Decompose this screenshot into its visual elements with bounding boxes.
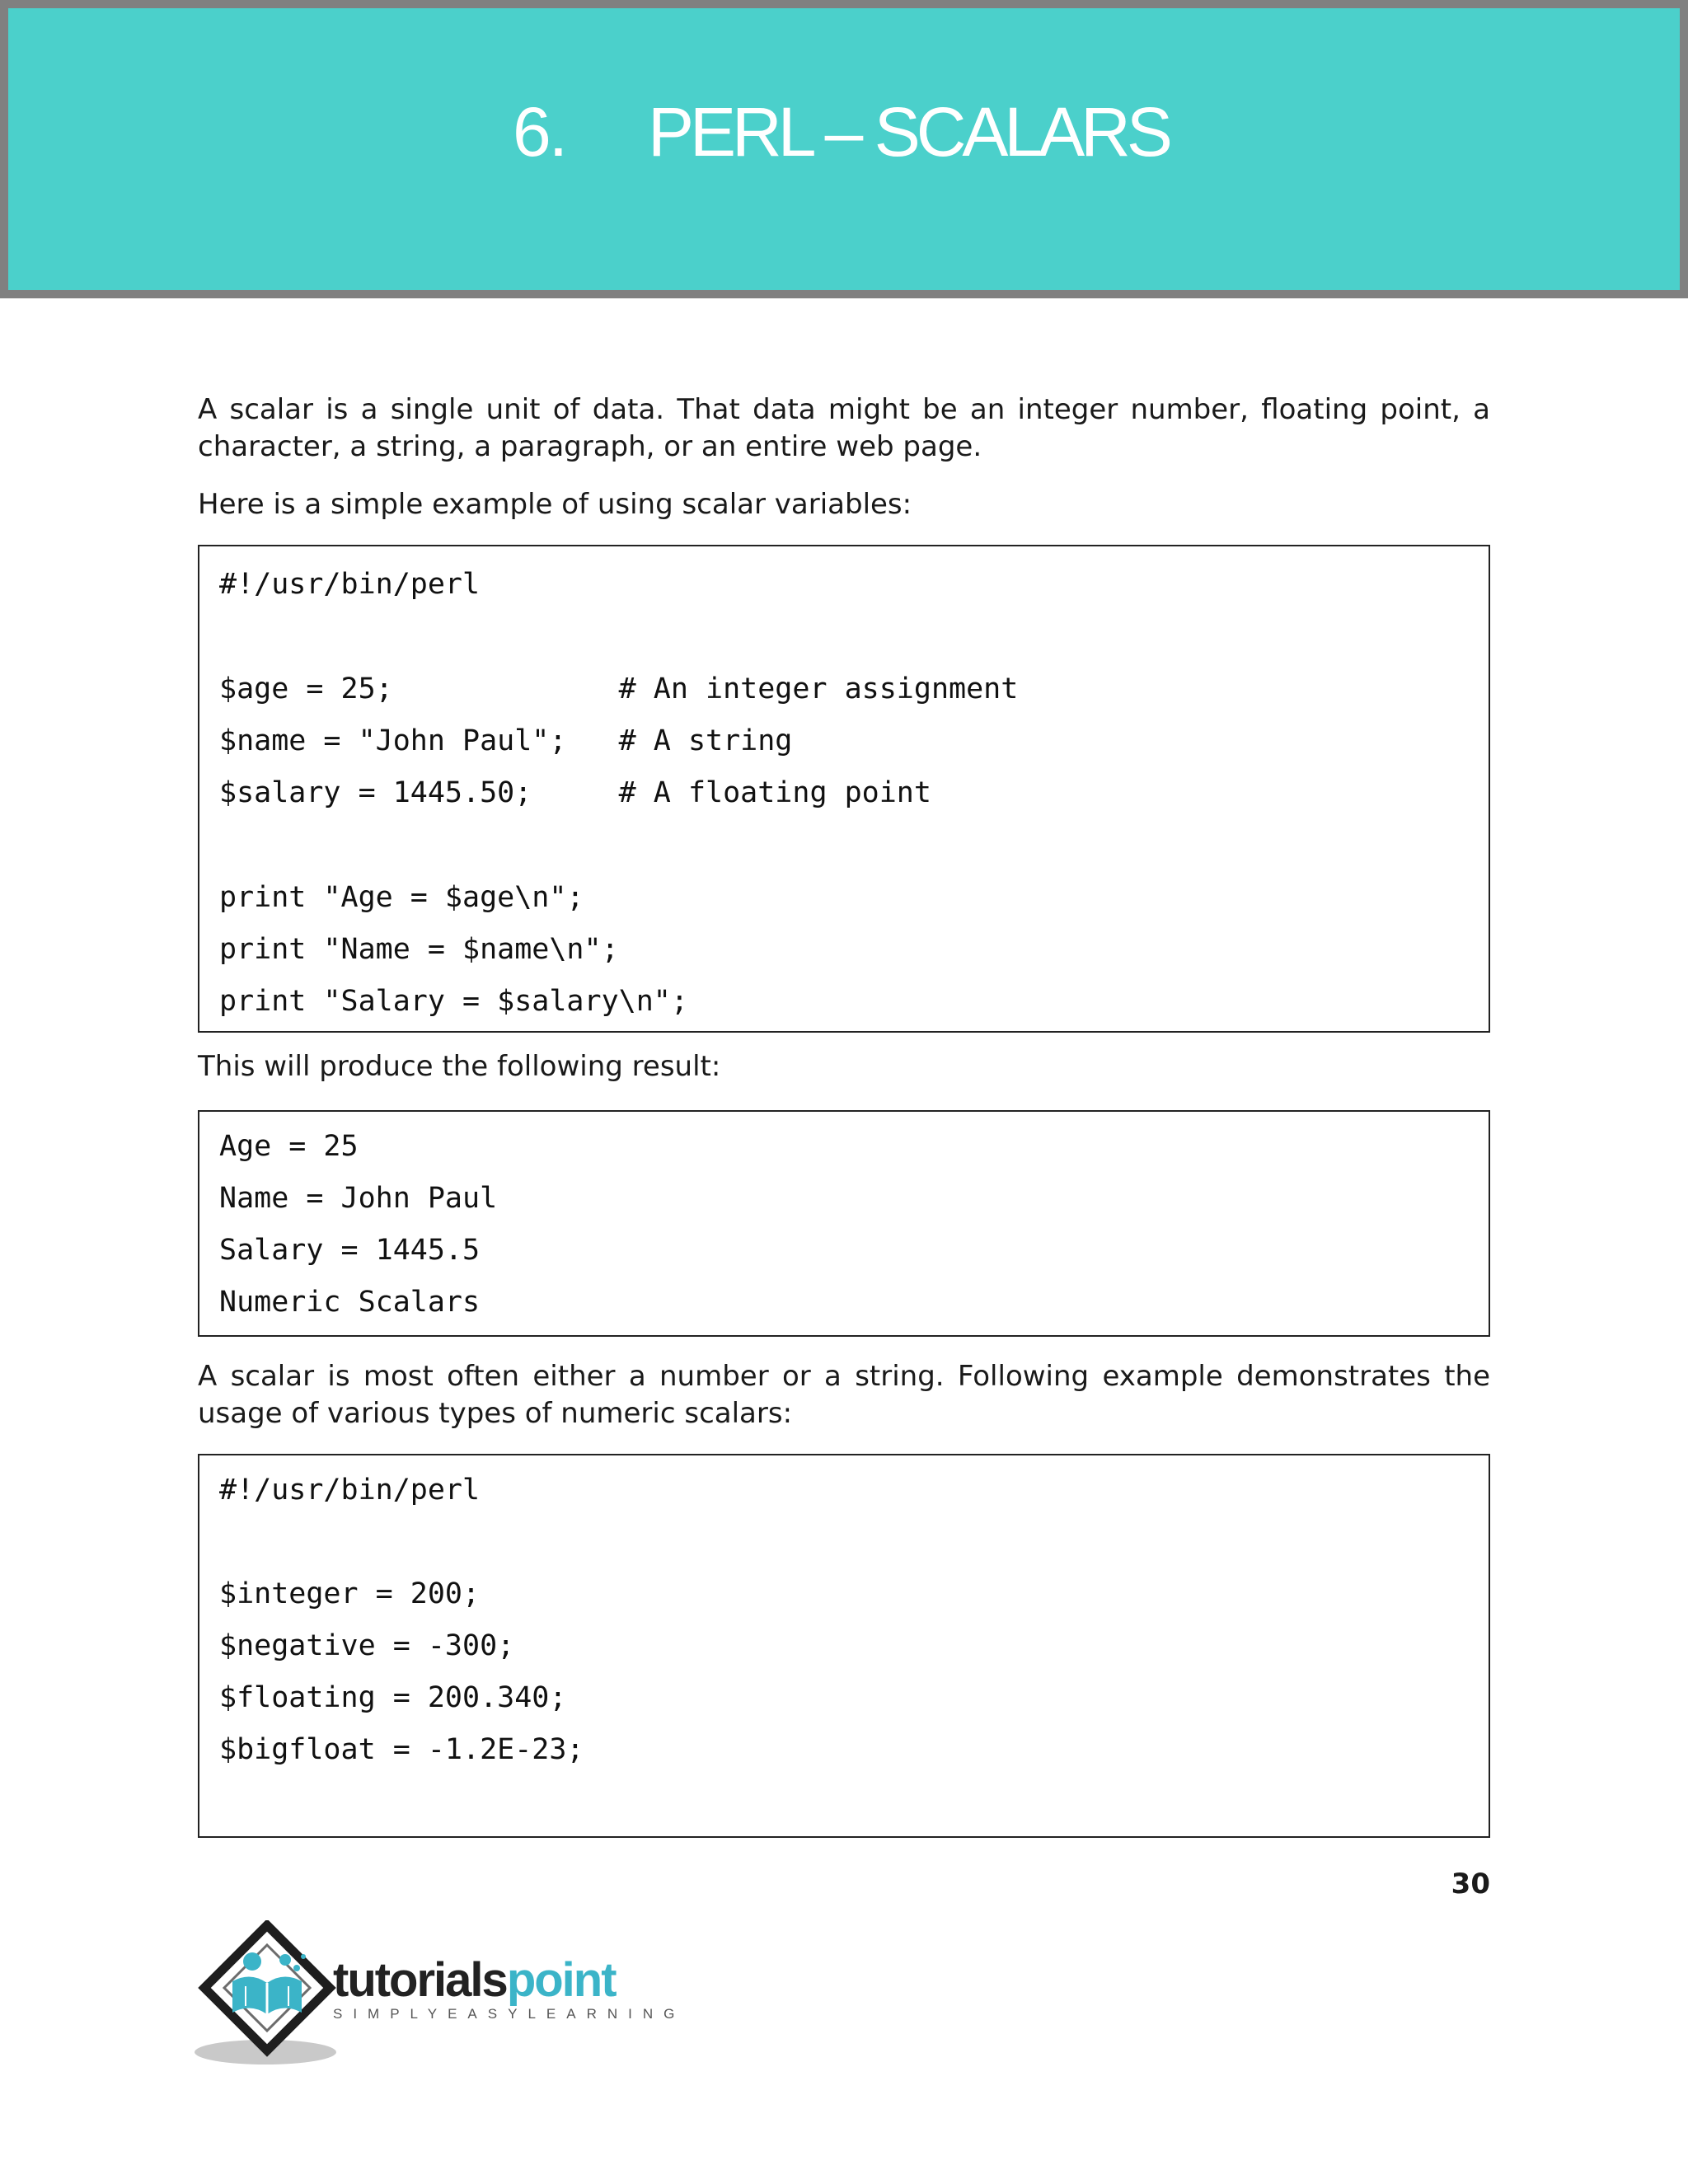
result-intro: This will produce the following result: <box>198 1050 721 1083</box>
code-line: $negative = -300; <box>219 1629 515 1662</box>
logo-wordmark <box>333 1953 616 2007</box>
page-content <box>198 391 1490 1838</box>
code-line: $age = 25; # An integer assignment <box>219 673 1019 705</box>
output-line: Age = 25 <box>219 1130 359 1163</box>
code-blank-line <box>219 611 1469 663</box>
output-line: Name = John Paul <box>219 1182 498 1215</box>
code-line: $floating = 200.340; <box>219 1681 567 1714</box>
example-intro: Here is a simple example of using scalar variables: <box>198 488 912 521</box>
output-line: Salary = 1445.5 <box>219 1234 481 1267</box>
code-line: $name = "John Paul"; # A string <box>219 724 793 757</box>
code-block-scalars <box>198 545 1490 1033</box>
output-block <box>198 1110 1490 1337</box>
code-line: #!/usr/bin/perl <box>219 568 481 601</box>
tutorialspoint-logo <box>195 1920 686 2069</box>
chapter-title: PERL – SCALARS <box>648 93 1169 171</box>
output-line: Numeric Scalars <box>219 1286 481 1319</box>
code-line: print "Salary = $salary\n"; <box>219 985 688 1018</box>
code-block-numeric <box>198 1454 1490 1838</box>
code-line: $bigfloat = -1.2E-23; <box>219 1733 584 1766</box>
logo-word-point: point <box>506 1953 616 2007</box>
page-number: 30 <box>1451 1868 1490 1900</box>
logo-word-tutorials: tutorials <box>333 1953 507 2007</box>
logo-tagline: SIMPLYEASYLEARNING <box>333 2006 686 2022</box>
chapter-number: 6. <box>513 93 566 171</box>
code-blank-line <box>219 1516 1469 1568</box>
code-blank-line <box>219 819 1469 872</box>
code-line: print "Age = $age\n"; <box>219 881 584 914</box>
numeric-scalars-paragraph: A scalar is most often either a number or a string. Following example demonstrates the usage of various types of numeric scalars: <box>198 1360 1490 1430</box>
code-line: $salary = 1445.50; # A floating point <box>219 776 931 809</box>
code-line: $integer = 200; <box>219 1577 481 1610</box>
intro-paragraph: A scalar is a single unit of data. That data might be an integer number, floating point, a character, a string, a paragraph, or an entire web page. <box>198 393 1490 463</box>
code-line: #!/usr/bin/perl <box>219 1474 481 1507</box>
tutorialspoint-diamond-logo-icon <box>195 1920 343 2069</box>
code-line: print "Name = $name\n"; <box>219 933 619 966</box>
chapter-banner <box>0 0 1688 298</box>
